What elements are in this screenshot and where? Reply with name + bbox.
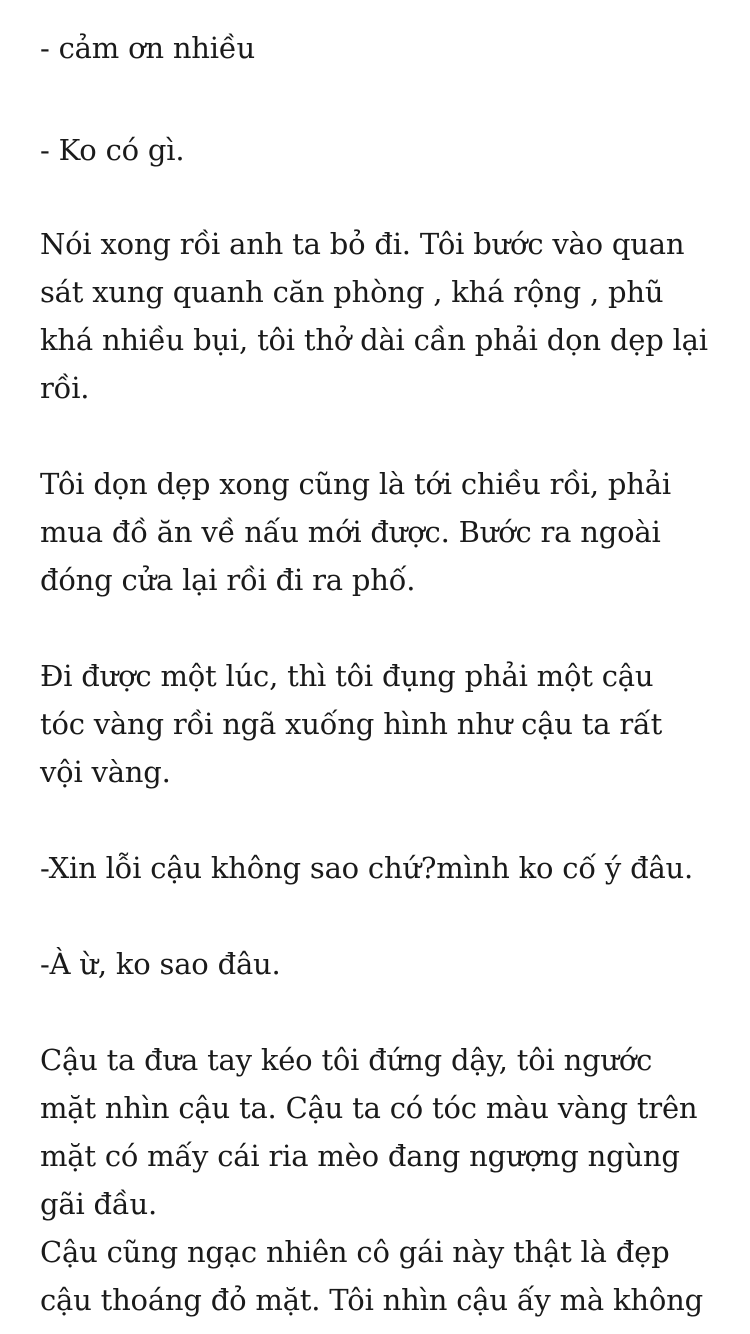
text-line: - cảm ơn nhiều (40, 31, 255, 65)
text-line: mua đồ ăn về nấu mới được. Bước ra ngoài (40, 515, 661, 549)
text-line: -À ừ, ko sao đâu. (40, 947, 281, 981)
text-line: tóc vàng rồi ngã xuống hình như cậu ta rất (40, 707, 663, 741)
text-line: Cậu cũng ngạc nhiên cô gái này thật là đẹp (40, 1235, 670, 1269)
text-line: gãi đầu. (40, 1187, 157, 1221)
text-line: -Xin lỗi cậu không sao chứ?mình ko cố ý đâu. (40, 851, 694, 885)
text-line: mặt có mấy cái ria mèo đang ngượng ngùng (40, 1139, 680, 1173)
text-line: mặt nhìn cậu ta. Cậu ta có tóc màu vàng trên (40, 1091, 698, 1125)
text-line: rồi. (40, 371, 90, 405)
text-line: Nói xong rồi anh ta bỏ đi. Tôi bước vào quan (40, 227, 685, 261)
text-line: Tôi dọn dẹp xong cũng là tới chiều rồi, phải (40, 467, 671, 501)
text-line: vội vàng. (40, 755, 171, 789)
text-line: - Ko có gì. (40, 133, 185, 167)
text-line: cậu thoáng đỏ mặt. Tôi nhìn cậu ấy mà không (40, 1283, 703, 1317)
text-line: đóng cửa lại rồi đi ra phố. (40, 563, 416, 597)
text-line: Cậu ta đưa tay kéo tôi đứng dậy, tôi ngước (40, 1043, 653, 1077)
text-line: Đi được một lúc, thì tôi đụng phải một cậu (40, 659, 654, 693)
text-line: khá nhiều bụi, tôi thở dài cần phải dọn dẹp lại (40, 323, 708, 357)
text-line: sát xung quanh căn phòng , khá rộng , phũ (40, 275, 664, 309)
